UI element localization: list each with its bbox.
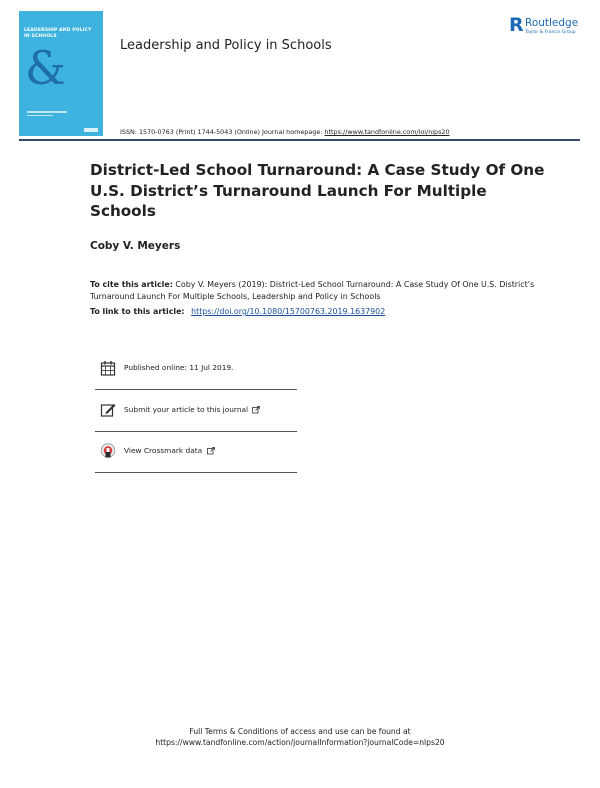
external-link-icon: [207, 447, 215, 455]
footer-terms-link[interactable]: https://www.tandfonline.com/action/journalInformation?journalCode=nlps20: [155, 738, 445, 747]
crossmark-row[interactable]: [95, 431, 297, 473]
published-online-row: [95, 348, 297, 390]
routledge-r-icon: R: [509, 14, 524, 36]
doi-link[interactable]: https://doi.org/10.1080/15700763.2019.1637902: [191, 307, 386, 316]
cover-decoration: [27, 111, 67, 113]
article-title: District-Led School Turnaround: A Case Study Of One U.S. District’s Turnaround Launch For Multiple Schools: [90, 161, 545, 220]
journal-name: Leadership and Policy in Schools: [120, 38, 332, 53]
calendar-icon: [100, 360, 116, 376]
submit-article-link[interactable]: Submit your article to this journal: [124, 405, 260, 414]
pencil-icon: [100, 402, 116, 418]
submit-article-row[interactable]: [95, 390, 297, 432]
publisher-tagline: Taylor & Francis Group: [525, 30, 576, 35]
issn-line: [120, 128, 450, 136]
cover-publisher-mark: [84, 128, 98, 132]
footer-terms-text: Full Terms & Conditions of access and use can be found at: [189, 727, 411, 736]
header-divider: [19, 139, 580, 141]
crossmark-icon: [100, 443, 116, 459]
link-label: To link to this article:: [90, 307, 185, 316]
cover-decoration: [27, 115, 53, 116]
cover-title: LEADERSHIP AND POLICY IN SCHOOLS: [24, 28, 92, 39]
cover-ampersand: &: [25, 41, 66, 95]
published-date: Published online: 11 Jul 2019.: [124, 363, 234, 372]
publisher-name: Routledge: [525, 17, 579, 29]
issn-text: ISSN: 1570-0763 (Print) 1744-5043 (Online) Journal homepage:: [120, 128, 323, 136]
journal-homepage-link[interactable]: https://www.tandfonline.com/loi/nlps20: [324, 128, 450, 136]
article-link: [90, 307, 385, 316]
cite-label: To cite this article:: [90, 280, 173, 289]
external-link-icon: [252, 406, 260, 414]
routledge-logo[interactable]: [509, 15, 583, 41]
journal-cover: [19, 11, 103, 136]
citation: [90, 279, 570, 302]
crossmark-link[interactable]: View Crossmark data: [124, 446, 215, 455]
article-author: Coby V. Meyers: [90, 240, 181, 252]
footer: [0, 726, 600, 748]
cite-text: Coby V. Meyers (2019): District-Led School Turnaround: A Case Study Of One U.S. District’s Turnaround Launch For Multiple Schools, Leadership and Policy in Schools: [90, 280, 535, 301]
